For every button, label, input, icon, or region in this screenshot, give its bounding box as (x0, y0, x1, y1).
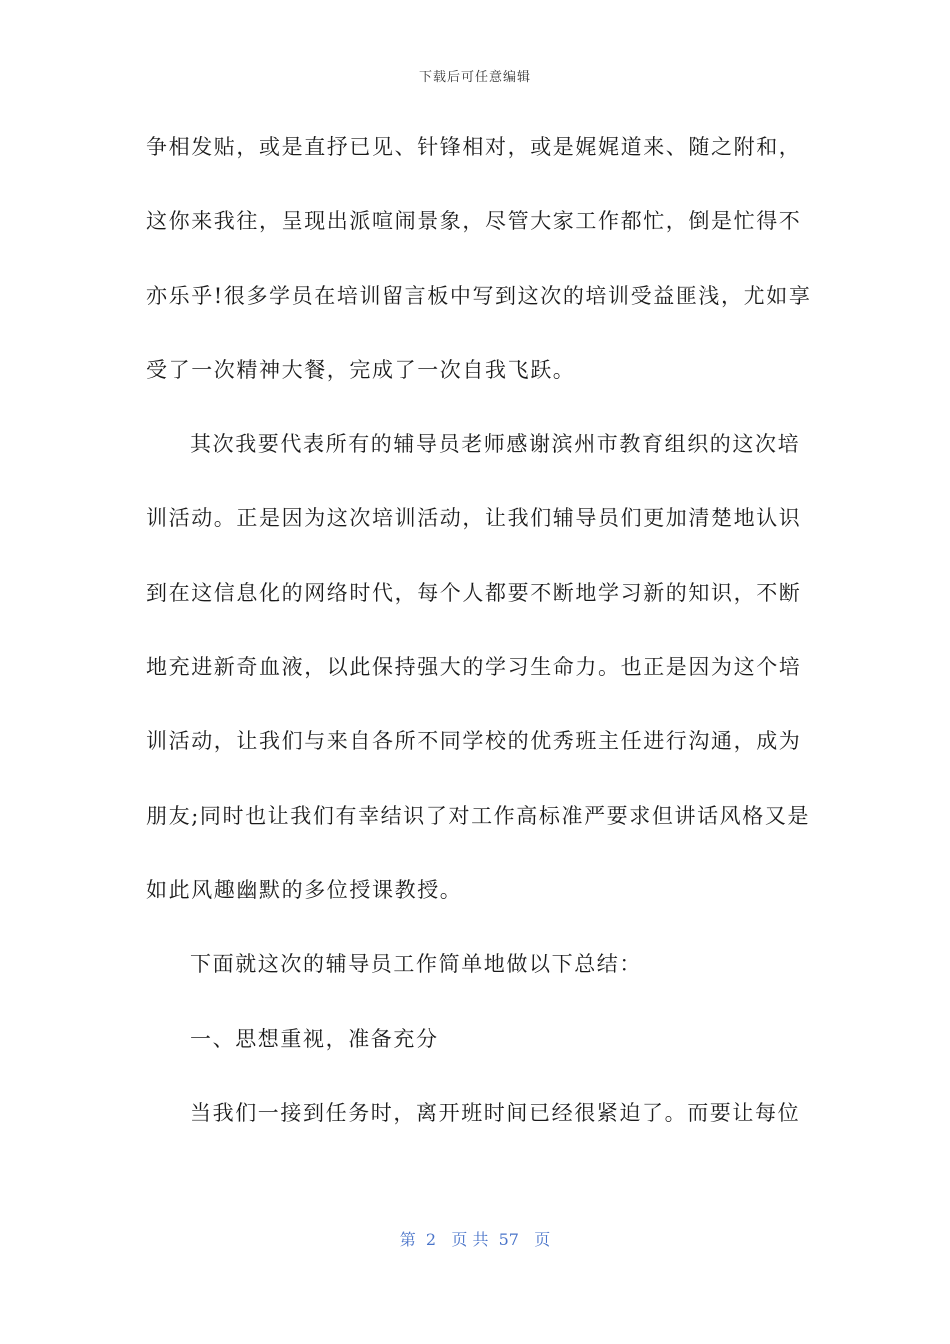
text-line: 这你来我往，呈现出派喧闹景象，尽管大家工作都忙，倒是忙得不 (146, 209, 802, 234)
text-line: 下面就这次的辅导员工作简单地做以下总结： (190, 952, 642, 977)
text-line: 亦乐乎!很多学员在培训留言板中写到这次的培训受益匪浅，尤如享 (146, 283, 812, 308)
text-line: 如此风趣幽默的多位授课教授。 (146, 877, 463, 902)
document-body (146, 128, 811, 1168)
text-line: 训活动。正是因为这次培训活动，让我们辅导员们更加清楚地认识 (146, 506, 802, 531)
text-line: 到在这信息化的网络时代，每个人都要不断地学习新的知识，不断 (146, 580, 802, 605)
page-footer: 第 2 页 共 57 页 (399, 1230, 551, 1249)
text-line: 当我们一接到任务时，离开班时间已经很紧迫了。而要让每位 (190, 1100, 801, 1125)
page-header: 下载后可任意编辑 (418, 70, 531, 85)
text-line: 争相发贴，或是直抒已见、针锋相对，或是娓娓道来、随之附和， (146, 135, 802, 159)
text-line: 训活动，让我们与来自各所不同学校的优秀班主任进行沟通，成为 (146, 729, 802, 754)
section-heading: 一、思想重视，准备充分 (190, 1026, 439, 1051)
text-line: 受了一次精神大餐，完成了一次自我飞跃。 (146, 357, 576, 382)
text-line: 朋友;同时也让我们有幸结识了对工作高标准严要求但讲话风格又是 (146, 803, 811, 828)
text-line: 地充进新奇血液，以此保持强大的学习生命力。也正是因为这个培 (146, 655, 802, 680)
text-line: 其次我要代表所有的辅导员老师感谢滨州市教育组织的这次培 (190, 432, 801, 457)
